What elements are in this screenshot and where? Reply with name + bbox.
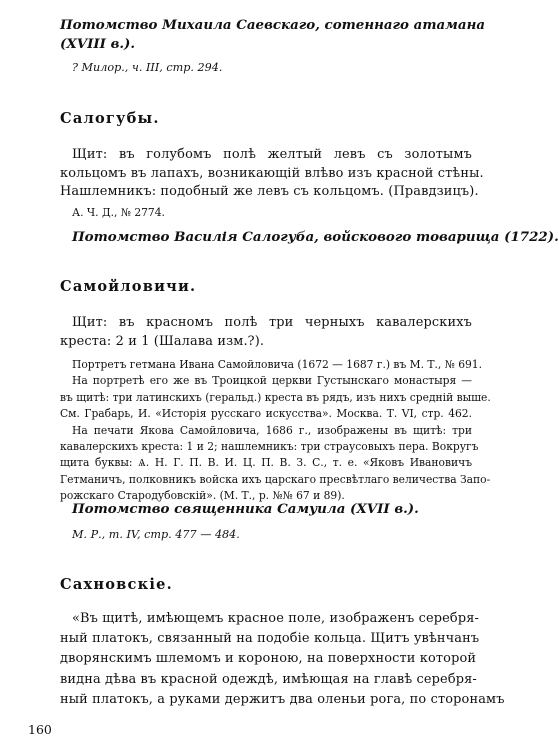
- text-line: Щит: въ голубомъ полѣ желтый левъ съ золотымъ: [72, 147, 472, 162]
- text-line: Гетманичъ, полковникъ войска ихъ царскаго пресвѣтлаго величества Запо-: [60, 472, 491, 486]
- text-line: Щит: въ красномъ полѣ три черныхъ кавалерскихъ: [72, 315, 472, 330]
- text-line: «Въ щитѣ, имѣющемъ красное поле, изображенъ серебря-: [72, 611, 480, 626]
- text-line: На портретѣ его же въ Троицкой церкви Густынскаго монастыря —: [72, 374, 472, 388]
- text-line: На печати Якова Самойловича, 1686 г., изображены въ щитѣ: три: [72, 423, 472, 437]
- text-line: См. Грабарь, И. «Исторія русскаго искусства». Москва. Т. VI, стр. 462.: [60, 407, 472, 421]
- samoylovich-blazon: [60, 314, 472, 351]
- sakhnovsky-description: [60, 609, 505, 710]
- page-number: 160: [28, 722, 52, 737]
- text-line: (XVIII в.).: [60, 36, 136, 52]
- text-line: ный платокъ, а руками держитъ два оленьи рога, по сторонамъ: [60, 691, 505, 707]
- samoylovich-notes: [60, 357, 491, 505]
- samoylovich-lineage: [72, 500, 452, 519]
- salogub-reference: А. Ч. Д., № 2774.: [72, 206, 165, 219]
- text-line: ный платокъ, связанный на подобіе кольца. Щитъ увѣнчанъ: [60, 631, 480, 647]
- text-line: дворянскимъ шлемомъ и короною, на поверхности которой: [60, 651, 477, 667]
- text-line: Нашлемникъ: подобный же левъ съ кольцомъ. (Правдзицъ).: [60, 184, 479, 200]
- text-line: Потомство Василія Салогуба, войскового товарища (1722).: [72, 229, 559, 245]
- text-line: Потомство священника Самуила (XVII в.).: [72, 501, 419, 517]
- text-line: рожскаго Стародубовскій». (М. Т., р. №№ 67 и 89).: [60, 489, 345, 503]
- text-line: кольцомъ въ лапахъ, возникающій влѣво изъ красной стѣны.: [60, 165, 484, 181]
- text-line: кавалерскихъ креста: 1 и 2; нашлемникъ: три страусовыхъ пера. Вокругъ: [60, 440, 479, 454]
- sakhnovsky-heading: Сахновскіе.: [60, 576, 173, 593]
- salogub-blazon: [60, 146, 484, 202]
- text-line: въ щитѣ: три латинскихъ (геральд.) креста въ рядъ, изъ нихъ средній выше.: [60, 390, 491, 404]
- text-line: видна дѣва въ красной одеждѣ, имѣющая на главѣ серебря-: [60, 671, 477, 687]
- salogub-heading: Салогубы.: [60, 110, 160, 127]
- text-line: Портретъ гетмана Ивана Самойловича (1672 — 1687 г.) въ М. Т., № 691.: [72, 358, 483, 371]
- text-line: щита буквы: Ѧ. Н. Г. П. В. И. Ц. П. В. З. С., т. е. «Яковъ Ивановичъ: [60, 456, 472, 470]
- text-line: креста: 2 и 1 (Шалава изм.?).: [60, 333, 265, 349]
- text-line: Потомство Михаила Саевскаго, сотеннаго атамана: [60, 17, 486, 33]
- samoylovich-heading: Самойловичи.: [60, 278, 197, 295]
- saevsky-lineage: [60, 16, 486, 54]
- salogub-lineage: [72, 228, 559, 247]
- text-line: ? Милор., ч. III, стр. 294.: [72, 61, 223, 74]
- saevsky-source: [72, 60, 484, 76]
- samoylovich-source: М. Р., т. IV, стр. 477 — 484.: [72, 528, 240, 541]
